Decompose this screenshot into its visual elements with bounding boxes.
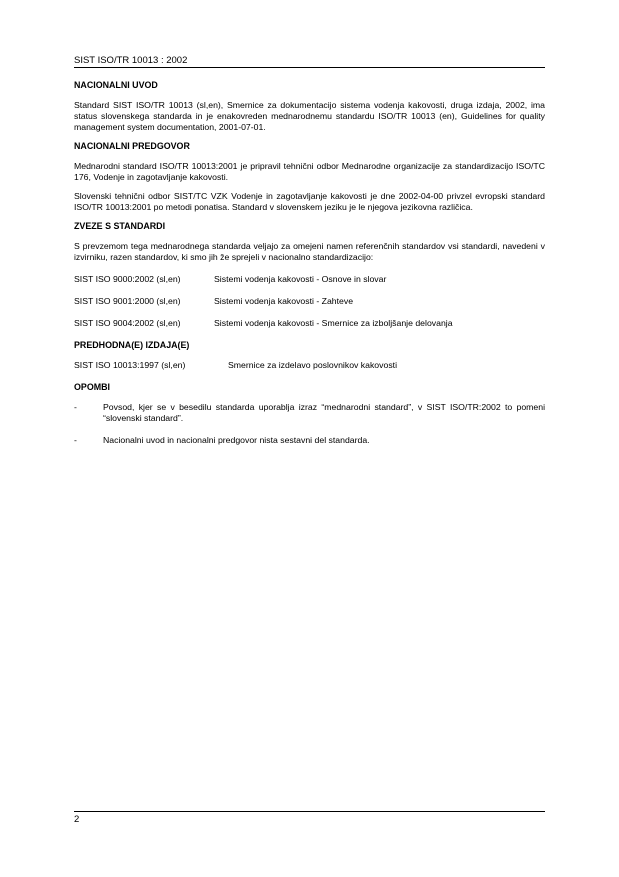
note-bullet: - bbox=[74, 402, 77, 412]
notes-section bbox=[74, 382, 545, 446]
header-rule bbox=[74, 67, 545, 68]
footer-rule bbox=[74, 811, 545, 812]
national-foreword-paragraph: Mednarodni standard ISO/TR 10013:2001 je pripravil tehnični odbor Mednarodne organizacije za standardizacijo ISO/TC 176, Vodenje in zagotavljanje kakovosti. bbox=[74, 161, 545, 182]
running-header: SIST ISO/TR 10013 : 2002 bbox=[74, 55, 188, 66]
national-intro-section bbox=[74, 80, 545, 133]
national-intro-heading: NACIONALNI UVOD bbox=[74, 80, 158, 90]
national-intro-text: Standard SIST ISO/TR 10013 (sl,en), Smernice za dokumentacijo sistema vodenja kakovosti, druga izdaja, 2002, ima status slovenskega standarda in je enakovreden mednarodnemu standardu ISO/TR 10013 (en), Guidelines for quality management system documentation, 2001-07-01. bbox=[74, 100, 545, 132]
reference-item bbox=[74, 318, 545, 329]
reference-item bbox=[74, 296, 545, 307]
previous-editions-heading: PREDHODNA(E) IZDAJA(E) bbox=[74, 340, 190, 350]
note-text: Povsod, kjer se v besedilu standarda uporablja izraz “mednarodni standard”, v SIST ISO/TR:2002 to pomeni “slovenski standard”. bbox=[103, 402, 545, 423]
note-item bbox=[74, 435, 545, 446]
previous-edition-code: SIST ISO 10013:1997 (sl,en) bbox=[74, 360, 186, 370]
note-bullet: - bbox=[74, 435, 77, 445]
reference-title: Sistemi vodenja kakovosti - Zahteve bbox=[214, 296, 354, 306]
reference-title: Sistemi vodenja kakovosti - Osnove in slovar bbox=[214, 274, 387, 284]
national-foreword-section bbox=[74, 141, 545, 213]
page-number: 2 bbox=[74, 814, 80, 825]
reference-code: SIST ISO 9001:2000 (sl,en) bbox=[74, 296, 181, 306]
references-section bbox=[74, 221, 545, 329]
note-item bbox=[74, 402, 545, 424]
reference-title: Sistemi vodenja kakovosti - Smernice za izboljšanje delovanja bbox=[214, 318, 453, 328]
previous-editions-section bbox=[74, 340, 545, 371]
reference-item bbox=[74, 274, 545, 285]
page-content bbox=[74, 80, 545, 457]
reference-code: SIST ISO 9004:2002 (sl,en) bbox=[74, 318, 181, 328]
national-foreword-paragraph: Slovenski tehnični odbor SIST/TC VZK Vodenje in zagotavljanje kakovosti je dne 2002-04-00 privzel evropski standard ISO/TR 10013:2001 po metodi ponatisa. Standard v slovenskem jeziku je le njegova jezikovna različica. bbox=[74, 191, 545, 212]
previous-edition-title: Smernice za izdelavo poslovnikov kakovosti bbox=[228, 360, 398, 370]
national-foreword-heading: NACIONALNI PREDGOVOR bbox=[74, 141, 190, 151]
references-intro: S prevzemom tega mednarodnega standarda veljajo za omejeni namen referenčnih standardov vsi standardi, navedeni v izvirniku, razen standardov, ki smo jih že sprejeli v nacionalno standardizacijo: bbox=[74, 241, 545, 262]
notes-heading: OPOMBI bbox=[74, 382, 110, 392]
note-text: Nacionalni uvod in nacionalni predgovor nista sestavni del standarda. bbox=[103, 435, 370, 445]
previous-edition-item bbox=[74, 360, 545, 371]
reference-code: SIST ISO 9000:2002 (sl,en) bbox=[74, 274, 181, 284]
references-heading: ZVEZE S STANDARDI bbox=[74, 221, 166, 231]
